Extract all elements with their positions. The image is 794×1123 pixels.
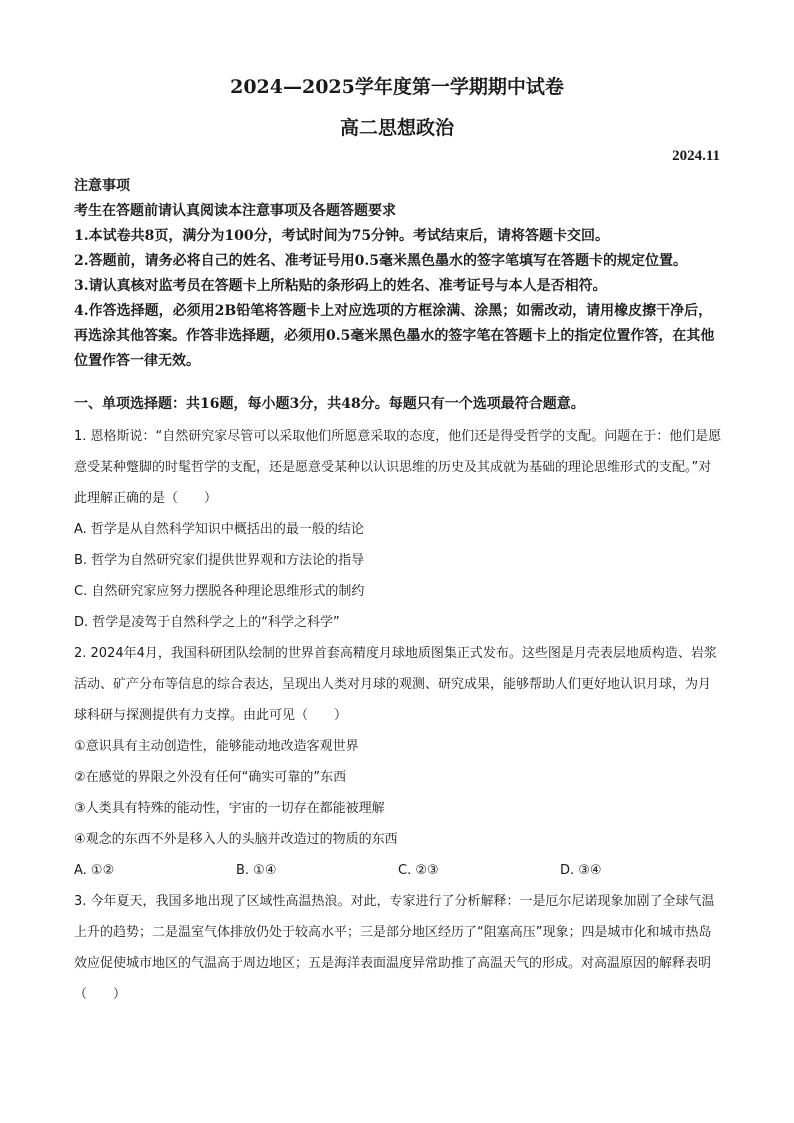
questions-block — [74, 421, 722, 1010]
notes-line: 3.请认真核对监考员在答题卡上所粘贴的条形码上的姓名、准考证号与本人是否相符。 — [74, 278, 607, 294]
question-2-stem: 2. 2024年4月，我国科研团队绘制的世界首套高精度月球地质图集正式发布。这些图是月壳表层地质构造、岩浆活动、矿产分布等信息的综合表达，呈现出人类对月球的观测、研究成果，能够帮助人们更好地认识月球，为月球科研与探测提供有力支撑。由此可见（ ） — [74, 646, 717, 723]
notes-line: 2.答题前，请务必将自己的姓名、准考证号用0.5毫米黑色墨水的签字笔填写在答题卡的规定位置。 — [74, 253, 687, 269]
question-1-stem: 1. 恩格斯说：“自然研究家尽管可以采取他们所愿意采取的态度，他们还是得受哲学的支配。问题在于：他们是愿意受某种蹩脚的时髦哲学的支配，还是愿意受某种以认识思维的历史及其成就为基础的理论思维形式的支配。”对此理解正确的是（ ） — [74, 429, 722, 506]
notes-line: 1.本试卷共8页，满分为100分，考试时间为75分钟。考试结束后，请将答题卡交回。 — [74, 228, 610, 244]
question-2-choice-c: C. ②③ — [398, 863, 439, 878]
notes-line: 考生在答题前请认真阅读本注意事项及各题答题要求 — [74, 203, 396, 219]
notes-block — [74, 174, 722, 374]
exam-date: 2024.11 — [672, 148, 720, 164]
notes-heading: 注意事项 — [74, 178, 130, 194]
question-1-option-a: A. 哲学是从自然科学知识中概括出的最一般的结论 — [74, 522, 364, 537]
question-2-choice-a: A. ①② — [74, 863, 115, 878]
question-2-statement: ③人类具有特殊的能动性，宇宙的一切存在都能被理解 — [74, 801, 385, 816]
question-1-option-c: C. 自然研究家应努力摆脱各种理论思维形式的制约 — [74, 584, 365, 599]
question-2-statement: ②在感觉的界限之外没有任何“确实可靠的”东西 — [74, 770, 347, 785]
question-2-statement: ①意识具有主动创造性，能够能动地改造客观世界 — [74, 739, 359, 754]
question-2-choice-b: B. ①④ — [236, 863, 277, 878]
exam-subject: 高二思想政治 — [339, 117, 454, 139]
question-2-choice-d: D. ③④ — [560, 863, 602, 878]
notes-line: 4.作答选择题，必须用2B铅笔将答题卡上对应选项的方框涂满、涂黑；如需改动，请用橡皮擦干净后，再选涂其他答案。作答非选择题，必须用0.5毫米黑色墨水的签字笔在答题卡上的指定位置作答，在其他位置作答一律无效。 — [74, 303, 715, 369]
question-1-option-b: B. 哲学为自然研究家们提供世界观和方法论的指导 — [74, 553, 365, 568]
question-1-option-d: D. 哲学是凌驾于自然科学之上的“科学之科学” — [74, 615, 340, 630]
section-heading: 一、单项选择题：共16题，每小题3分，共48分。每题只有一个选项最符合题意。 — [74, 396, 585, 412]
exam-title: 2024—2025学年度第一学期期中试卷 — [230, 76, 564, 98]
question-2-statement: ④观念的东西不外是移入人的头脑并改造过的物质的东西 — [74, 832, 398, 847]
question-3-stem: 3. 今年夏天，我国多地出现了区域性高温热浪。对此，专家进行了分析解释：一是厄尔尼诺现象加剧了全球气温上升的趋势；二是温室气体排放仍处于较高水平；三是部分地区经历了“阻塞高压”现象；四是城市化和城市热岛效应促使城市地区的气温高于周边地区；五是海洋表面温度异常助推了高温天气的形成。对高温原因的解释表明（ ） — [74, 894, 715, 1002]
question-2-choices — [74, 855, 722, 886]
